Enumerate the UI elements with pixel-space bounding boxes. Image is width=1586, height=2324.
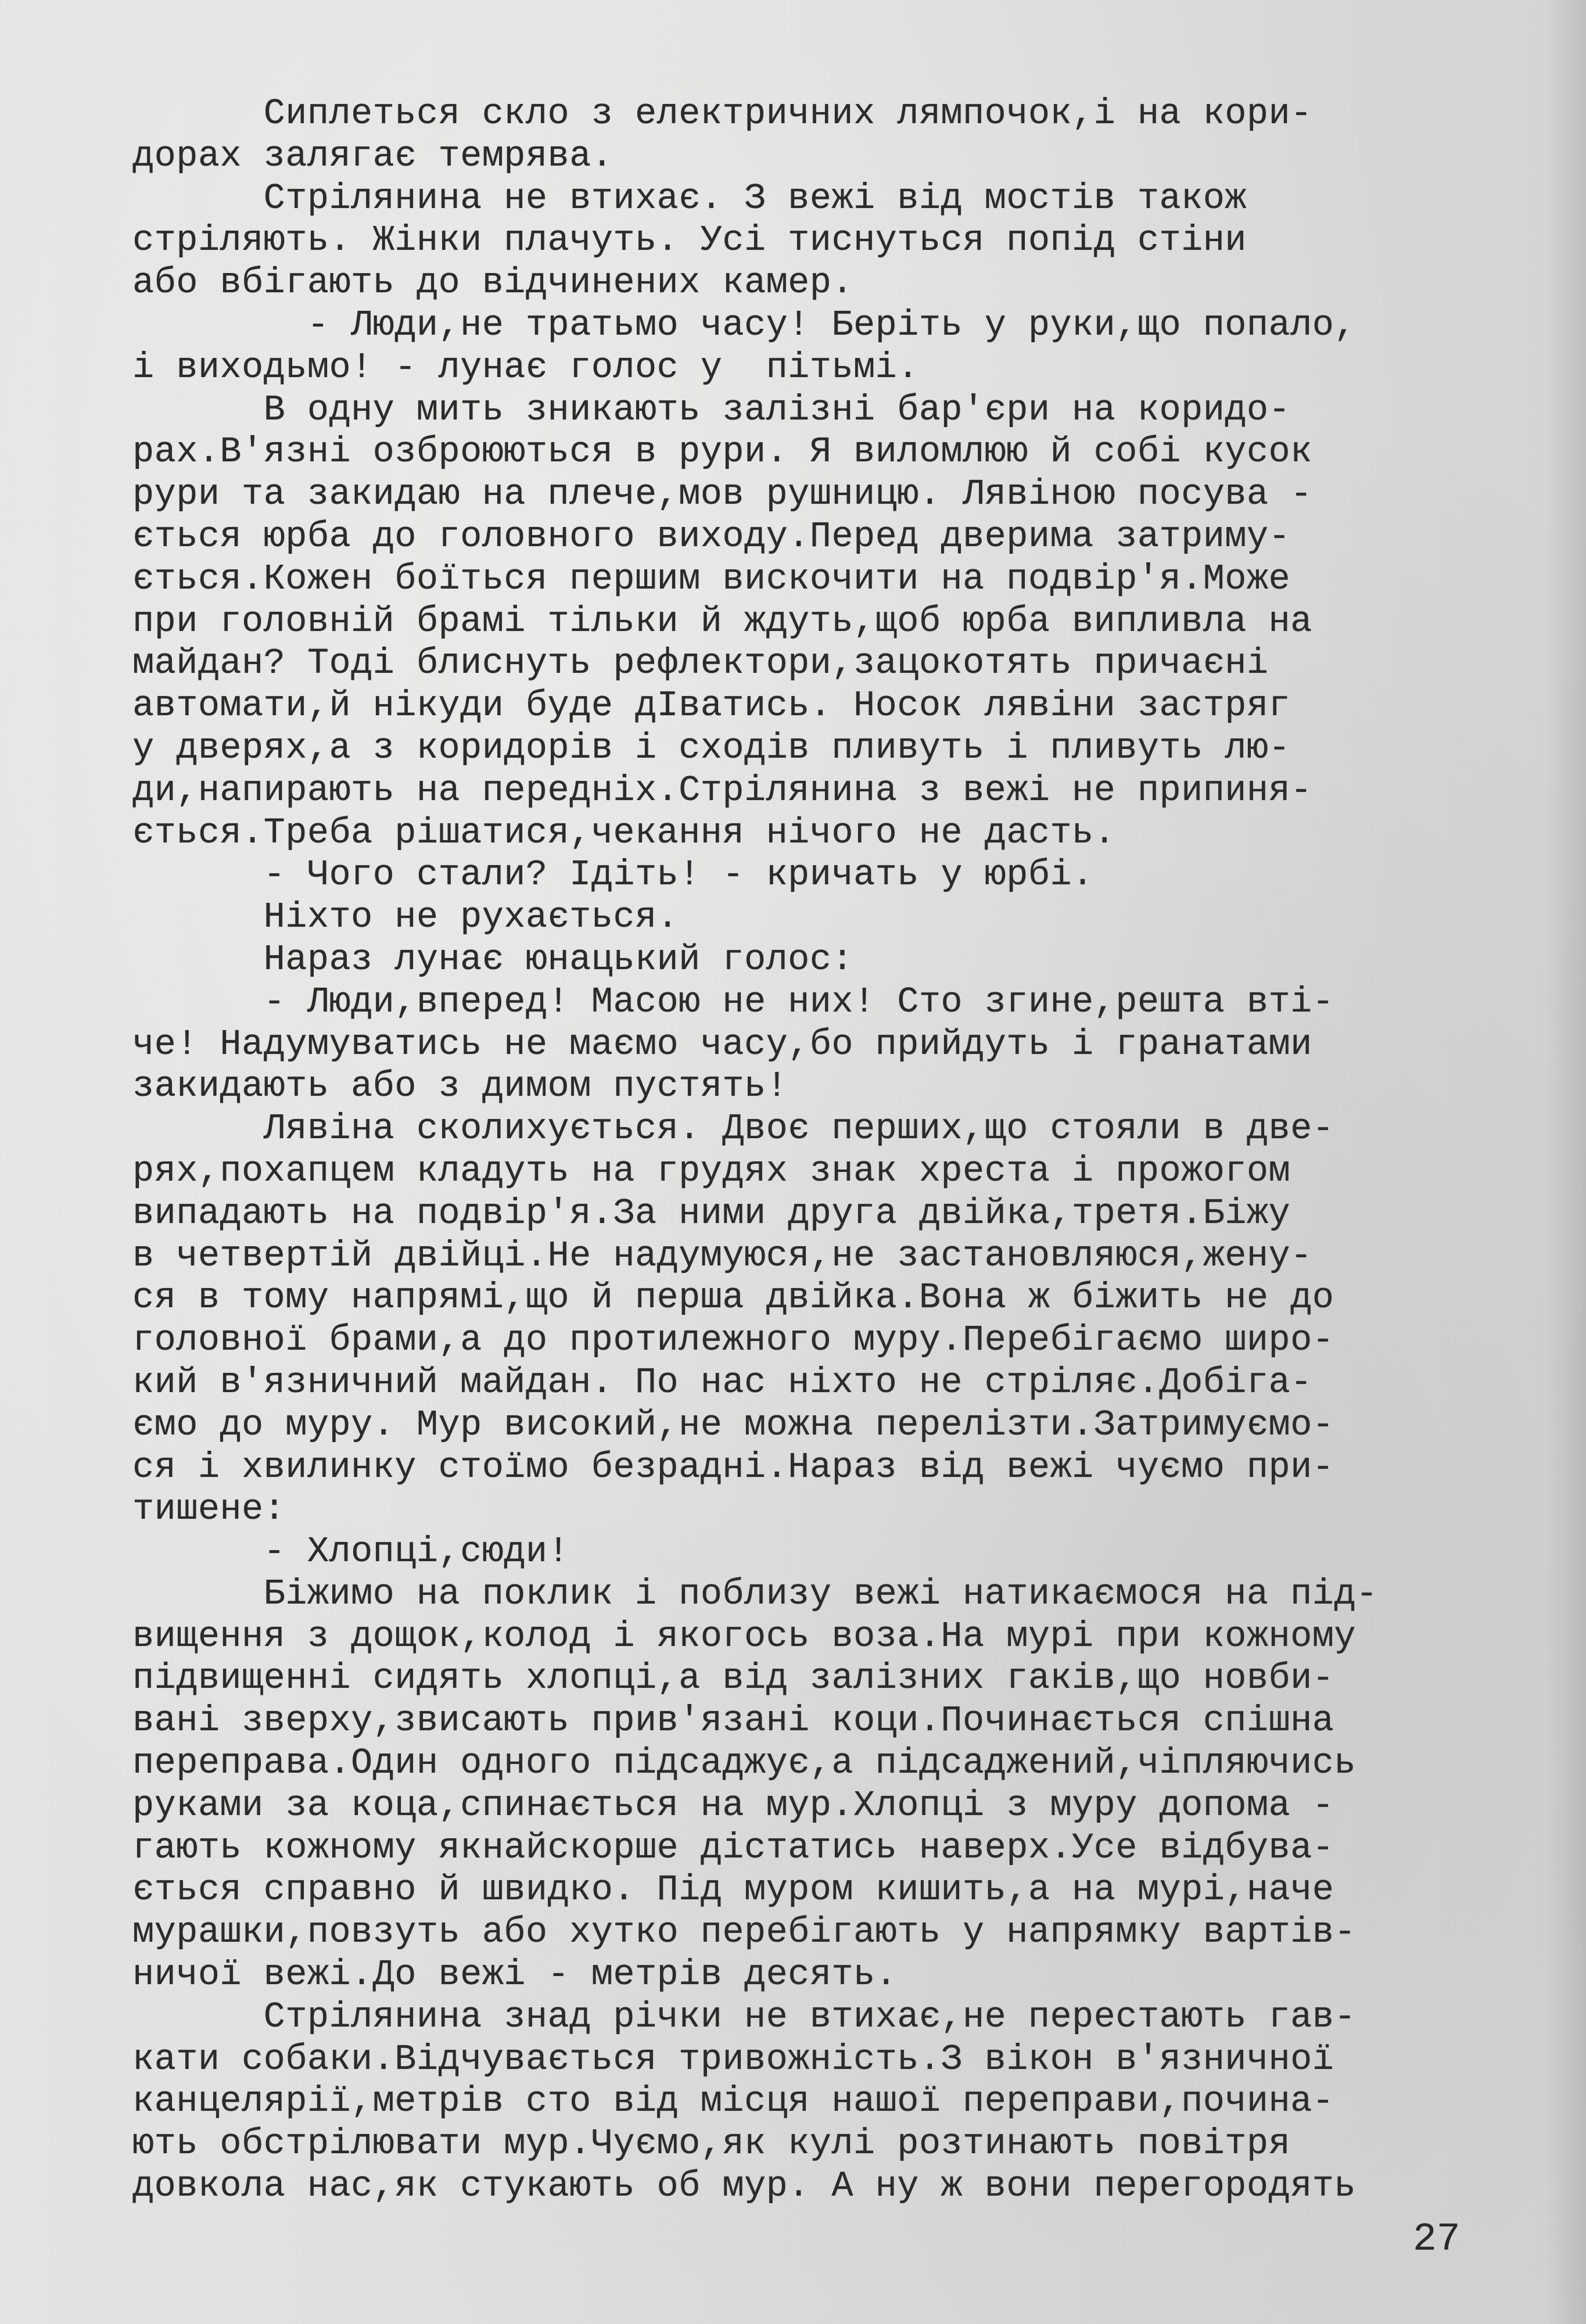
text-line: ється справно й швидко. Під муром кишить,а на мурі,наче <box>132 1869 1334 1911</box>
text-line: мурашки,повзуть або хутко перебігають у напрямку вартів- <box>132 1911 1356 1953</box>
text-line: Стрілянина не втихає. З вежі від мостів також <box>132 177 1247 219</box>
text-line: стріляють. Жінки плачуть. Усі тиснуться попід стіни <box>132 220 1247 261</box>
text-line: рури та закидаю на плече,мов рушницю. Лявіною посува - <box>132 474 1312 515</box>
text-line: ся в тому напрямі,що й перша двійка.Вона ж біжить не до <box>132 1277 1334 1319</box>
text-line: у дверях,а з коридорів і сходів пливуть і пливуть лю- <box>132 727 1291 769</box>
text-line: ємо до муру. Мур високий,не можна перелізти.Затримуємо- <box>132 1404 1334 1446</box>
text-line: ють обстрілювати мур.Чуємо,як кулі розтинають повітря <box>132 2123 1291 2165</box>
text-line: ється.Кожен боїться першим вискочити на подвір'я.Може <box>132 558 1291 600</box>
text-line: - Хлопці,сюди! <box>132 1531 570 1573</box>
text-line: ничої вежі.До вежі - метрів десять. <box>132 1954 898 1996</box>
page-edge-shadow <box>1545 0 1586 2324</box>
text-line: і виходьмо! - лунає голос у пітьмі. <box>132 346 919 388</box>
text-line: - Люди,вперед! Масою не них! Сто згине,решта вті- <box>132 981 1334 1023</box>
text-line: - Люди,не тратьмо часу! Беріть у руки,що попало, <box>132 304 1356 346</box>
page-number: 27 <box>1413 2217 1461 2262</box>
text-line: рах.В'язні озброюються в рури. Я виломлюю й собі кусок <box>132 431 1312 473</box>
text-line: руками за коца,спинається на мур.Хлопці з муру допома - <box>132 1784 1334 1826</box>
text-line: в четвертій двійці.Не надумуюся,не застановляюся,жену- <box>132 1235 1312 1276</box>
text-line: головної брами,а до протилежного муру.Перебігаємо широ- <box>132 1319 1334 1361</box>
text-line: че! Надумуватись не маємо часу,бо прийдуть і гранатами <box>132 1023 1312 1065</box>
text-line: довкола нас,як стукають об мур. А ну ж вони перегородять <box>132 2165 1356 2207</box>
text-line: вані зверху,звисають прив'язані коци.Починається спішна <box>132 1700 1334 1742</box>
text-line: дорах залягає темрява. <box>132 135 613 177</box>
text-line: випадають на подвір'я.За ними друга двійка,третя.Біжу <box>132 1192 1291 1234</box>
text-line: майдан? Тоді блиснуть рефлектори,зацокотять причаєні <box>132 643 1269 684</box>
text-line: рях,похапцем кладуть на грудях знак хреста і прожогом <box>132 1150 1291 1192</box>
text-line: канцелярії,метрів сто від місця нашої переправи,почина- <box>132 2081 1334 2122</box>
text-line: Ніхто не рухається. <box>132 896 679 938</box>
text-line: Біжимо на поклик і поблизу вежі натикаємося на під- <box>132 1573 1378 1615</box>
text-line: ється юрба до головного виходу.Перед дверима затриму- <box>132 515 1291 557</box>
page-body-text <box>132 93 1515 2208</box>
text-line: Сиплеться скло з електричних лямпочок,і на кори- <box>132 93 1312 134</box>
text-line: ється.Треба рішатися,чекання нічого не дасть. <box>132 812 1116 853</box>
text-line: при головній брамі тільки й ждуть,щоб юрба випливла на <box>132 600 1312 642</box>
text-line: Стрілянина знад річки не втихає,не перестають гав- <box>132 1996 1356 2038</box>
text-line: автомати,й нікуди буде дІватись. Носок лявіни застряг <box>132 685 1291 727</box>
text-line: вищення з дощок,колод і якогось воза.На мурі при кожному <box>132 1615 1356 1657</box>
text-line: ди,напирають на передніх.Стрілянина з вежі не припиня- <box>132 769 1312 811</box>
text-line: або вбігають до відчинених камер. <box>132 262 853 304</box>
text-line: В одну мить зникають залізні бар'єри на коридо- <box>132 389 1291 431</box>
text-line: переправа.Один одного підсаджує,а підсаджений,чіпляючись <box>132 1742 1356 1784</box>
text-line: Нараз лунає юнацький голос: <box>132 938 853 980</box>
text-line: закидають або з димом пустять! <box>132 1066 788 1107</box>
text-line: - Чого стали? Ідіть! - кричать у юрбі. <box>132 854 1094 896</box>
text-line: тишене: <box>132 1489 286 1530</box>
text-line: ся і хвилинку стоїмо безрадні.Нараз від вежі чуємо при- <box>132 1446 1334 1488</box>
text-line: гають кожному якнайскорше дістатись наверх.Усе відбува- <box>132 1827 1334 1868</box>
text-line: кий в'язничний майдан. По нас ніхто не стріляє.Добіга- <box>132 1361 1312 1403</box>
text-line: Лявіна сколихується. Двоє перших,що стояли в двe- <box>132 1108 1334 1150</box>
text-line: підвищенні сидять хлопці,а від залізних гаків,що новби- <box>132 1658 1334 1699</box>
text-line: кати собаки.Відчувається тривожність.З вікон в'язничної <box>132 2038 1334 2080</box>
